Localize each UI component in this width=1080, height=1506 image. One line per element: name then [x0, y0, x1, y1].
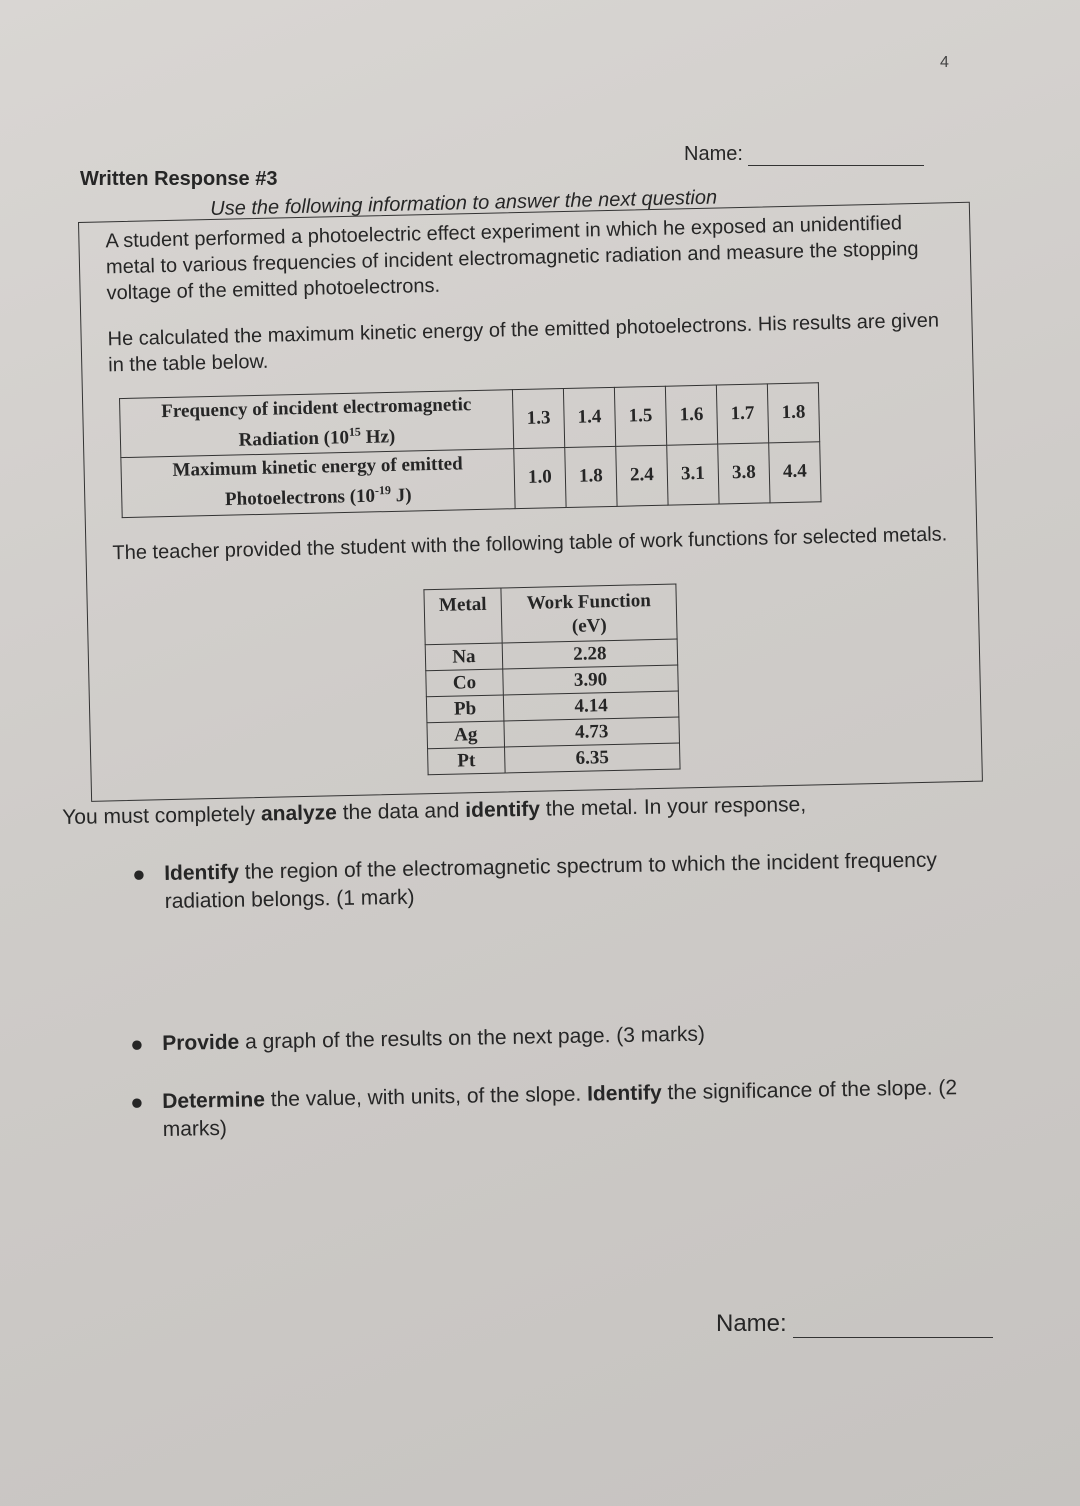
bullet-dot: ● — [132, 861, 146, 887]
table-row — [428, 743, 681, 775]
task-instruction: You must completely analyze the data and identify the metal. In your response, — [62, 793, 807, 829]
frequency-value: 1.7 — [716, 384, 768, 444]
kinetic-energy-value: 4.4 — [769, 442, 821, 502]
frequency-value: 1.5 — [614, 386, 666, 446]
name-label: Name: — [716, 1310, 787, 1337]
work-function-description: The teacher provided the student with the following table of work functions for selected metals. — [112, 523, 948, 565]
metal-cell: Co — [426, 669, 504, 697]
work-function-table — [423, 584, 680, 776]
frequency-value: 1.6 — [665, 385, 717, 445]
work-function-cell: 4.73 — [504, 717, 680, 747]
kinetic-energy-value: 1.8 — [565, 447, 617, 507]
metal-cell: Na — [425, 643, 503, 671]
name-label: Name: — [684, 143, 743, 165]
kinetic-energy-label: Maximum kinetic energy of emitted Photoelectrons ($10^{-19}$ J) — [121, 449, 515, 517]
intro-instruction: Use the following information to answer the next question — [210, 186, 718, 220]
results-table — [119, 382, 822, 518]
metal-cell: Pt — [428, 747, 506, 775]
section-heading: Written Response #3 — [80, 168, 278, 190]
frequency-value: 1.4 — [563, 387, 615, 447]
work-function-header-row — [424, 584, 677, 645]
metal-cell: Ag — [427, 721, 505, 749]
name-field-top — [684, 143, 924, 166]
bullet-item: ● Provide a graph of the results on the next page. (3 marks) — [130, 1022, 706, 1057]
bullet-dot: ● — [130, 1031, 144, 1057]
experiment-description: A student performed a photoelectric effect experiment in which he exposed an unidentified metal to various frequencies of incident electromagnetic radiation and measure the stopping voltage of the emitted photoelectrons. — [105, 212, 919, 305]
kinetic-energy-value: 2.4 — [616, 446, 668, 506]
work-function-cell: 6.35 — [505, 743, 681, 773]
frequency-label: Frequency of incident electromagnetic Radiation ($10^{15}$ Hz) — [120, 390, 514, 458]
kinetic-energy-value: 3.1 — [667, 444, 719, 504]
kinetic-energy-value: 1.0 — [514, 448, 566, 508]
information-box — [78, 202, 983, 802]
frequency-value: 1.8 — [767, 383, 819, 443]
frequency-value: 1.3 — [512, 389, 564, 449]
kinetic-energy-value: 3.8 — [718, 443, 770, 503]
name-field-bottom — [716, 1310, 993, 1338]
metal-header: Metal — [424, 588, 502, 645]
bullet-item: ● Determine the value, with units, of the slope. Identify the significance of the slope. (2 marks) — [130, 1076, 958, 1141]
page-number: 4 — [940, 54, 949, 71]
work-function-header: Work Function (eV) — [501, 584, 677, 643]
name-blank[interactable] — [793, 1337, 993, 1338]
work-function-cell: 4.14 — [503, 691, 679, 721]
name-blank[interactable] — [748, 165, 924, 166]
bullet-dot: ● — [130, 1089, 144, 1115]
results-description: He calculated the maximum kinetic energy of the emitted photoelectrons. His results are given in the table below. — [107, 309, 940, 377]
metal-cell: Pb — [426, 695, 504, 723]
work-function-cell: 2.28 — [502, 639, 678, 669]
work-function-cell: 3.90 — [503, 665, 679, 695]
bullet-item: ● Identify the region of the electromagnetic spectrum to which the incident frequency radiation belongs. (1 mark) — [132, 848, 938, 913]
